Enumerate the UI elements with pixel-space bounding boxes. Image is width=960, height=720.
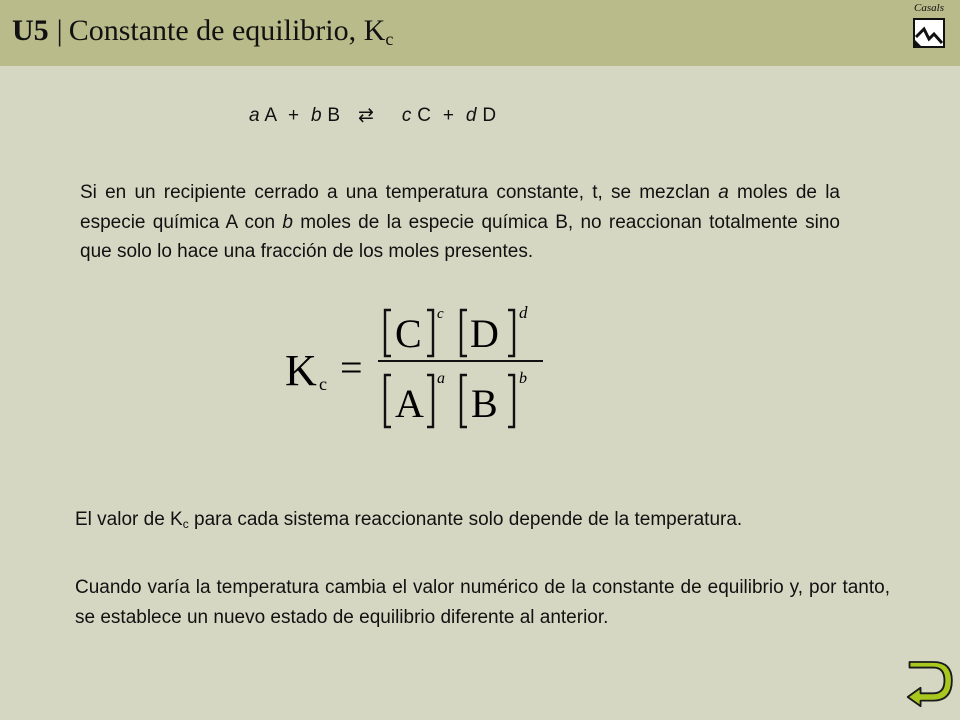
paragraph-text: moles de la especie química A con [80, 182, 840, 233]
bracket-icon [385, 310, 391, 356]
formula-K: K [285, 346, 317, 395]
plus-sign: + [287, 105, 300, 126]
paragraph-text: El valor de K [75, 509, 183, 530]
species-B: B [327, 105, 341, 126]
page-title [12, 14, 393, 50]
coef-b: b [282, 211, 293, 233]
casals-logo[interactable] [906, 2, 952, 48]
bracket-icon [427, 375, 433, 427]
bracket-icon [508, 310, 514, 356]
species-A: A [264, 105, 277, 126]
coef-d: d [465, 105, 477, 126]
formula-B: B [471, 381, 498, 426]
title-text: Constante de equilibrio, K [68, 14, 386, 47]
intro-paragraph [80, 178, 840, 267]
bracket-icon [461, 375, 467, 427]
coef-a: a [718, 182, 729, 203]
species-D: D [482, 105, 497, 126]
plus-sign: + [442, 105, 455, 126]
casals-logo-icon [912, 17, 946, 49]
formula-K-sub: c [319, 374, 327, 394]
return-button[interactable] [906, 660, 954, 710]
paragraph-text: Si en un recipiente cerrado a una temperatura constante, t, se mezclan [80, 182, 719, 203]
title-separator: | [56, 14, 63, 47]
bracket-icon [427, 310, 433, 356]
reaction-equation [249, 104, 496, 127]
formula-C: C [395, 311, 422, 356]
coef-a: a [249, 105, 260, 126]
bracket-icon [385, 375, 391, 427]
equilibrium-arrow-icon: ⇄ [357, 105, 375, 126]
bracket-icon [508, 375, 514, 427]
return-arrow-icon [906, 660, 954, 710]
temperature-paragraph: Cuando varía la temperatura cambia el valor numérico de la constante de equilibrio y, por tanto, se establece un nuevo estado de equilibrio diferente al anterior. [75, 577, 890, 628]
formula-equals: = [340, 345, 363, 390]
species-C: C [417, 105, 432, 126]
formula-A-exp: a [437, 370, 445, 387]
unit-label: U5 [12, 14, 49, 47]
title-subscript: c [385, 29, 394, 49]
kc-formula [285, 300, 545, 435]
header-bar [0, 0, 960, 66]
formula-B-exp: b [519, 370, 527, 387]
formula-D: D [470, 311, 499, 356]
coef-c: c [401, 105, 412, 126]
formula-C-exp: c [437, 306, 444, 322]
coef-b: b [310, 105, 322, 126]
kc-dependency-paragraph [75, 505, 795, 540]
logo-text: Casals [914, 2, 944, 14]
paragraph-text: moles de la especie química B, no reaccionan totalmente sino que solo lo hace una fracción de los moles presentes. [80, 211, 840, 262]
bracket-icon [461, 310, 467, 356]
kc-subscript: c [182, 517, 189, 531]
formula-A: A [395, 381, 424, 426]
paragraph-text: para cada sistema reaccionante solo depende de la temperatura. [188, 509, 743, 530]
formula-D-exp: d [519, 303, 528, 322]
